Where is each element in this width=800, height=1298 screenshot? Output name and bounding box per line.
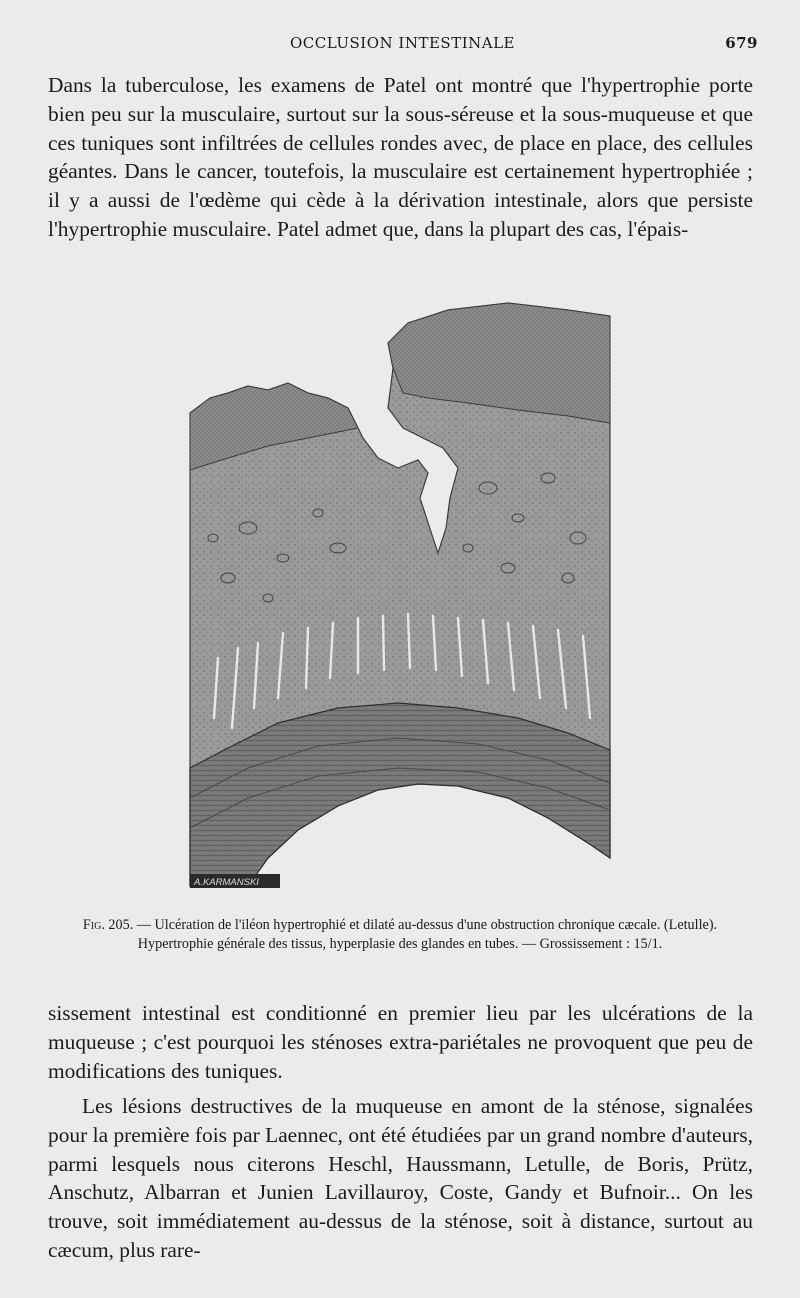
caption-text-1: — Ulcération de l'iléon hypertrophié et dilaté au-dessus d'une obstruction chronique cæcale. (Letulle).	[136, 917, 718, 933]
paragraph-2: sissement intestinal est conditionné en premier lieu par les ulcérations de la muqueuse ; c'est pourquoi les sténoses extra-pariétales ne provoquent que peu de modifications des tuniques.	[48, 1001, 753, 1083]
paragraph-1: Dans la tuberculose, les examens de Patel ont montré que l'hypertrophie porte bien peu sur la musculaire, surtout sur la sous-séreuse et la sous-muqueuse et que ces tuniques sont infiltrées de cellules rondes avec, de place en place, des cellules géantes. Dans le cancer, toutefois, la musculaire est certainement hypertrophiée ; il y a aussi de l'œdème qui cède à la dérivation intestinale, alors que persiste l'hypertrophie musculaire. Patel admet que, dans la plupart des cas, l'épais-	[48, 73, 753, 241]
running-title: OCCLUSION INTESTINALE	[290, 34, 516, 52]
running-header	[0, 34, 800, 58]
caption-line-2: Hypertrophie générale des tissus, hyperplasie des glandes en tubes. — Grossissement : 15/1.	[137, 936, 663, 952]
paragraph-3: Les lésions destructives de la muqueuse en amont de la sténose, signalées pour la première fois par Laennec, ont été étudiées par un grand nombre d'auteurs, parmi lesquels nous citerons Heschl, Haussmann, Letulle, de Boris, Prütz, Anschutz, Albarran et Junien Lavillauroy, Coste, Gandy et Bufnoir... On les trouve, soit immédiatement au-dessus de la sténose, soit à distance, surtout au cæcum, plus rare-	[48, 1094, 753, 1262]
engraver-signature: A.KARMANSKI	[194, 877, 259, 888]
page-number: 679	[725, 34, 758, 52]
figure-caption	[46, 916, 754, 954]
caption-line-1	[46, 916, 754, 935]
histology-figure	[188, 298, 612, 890]
caption-label: Fig. 205.	[82, 917, 134, 933]
histology-engraving	[188, 298, 612, 890]
